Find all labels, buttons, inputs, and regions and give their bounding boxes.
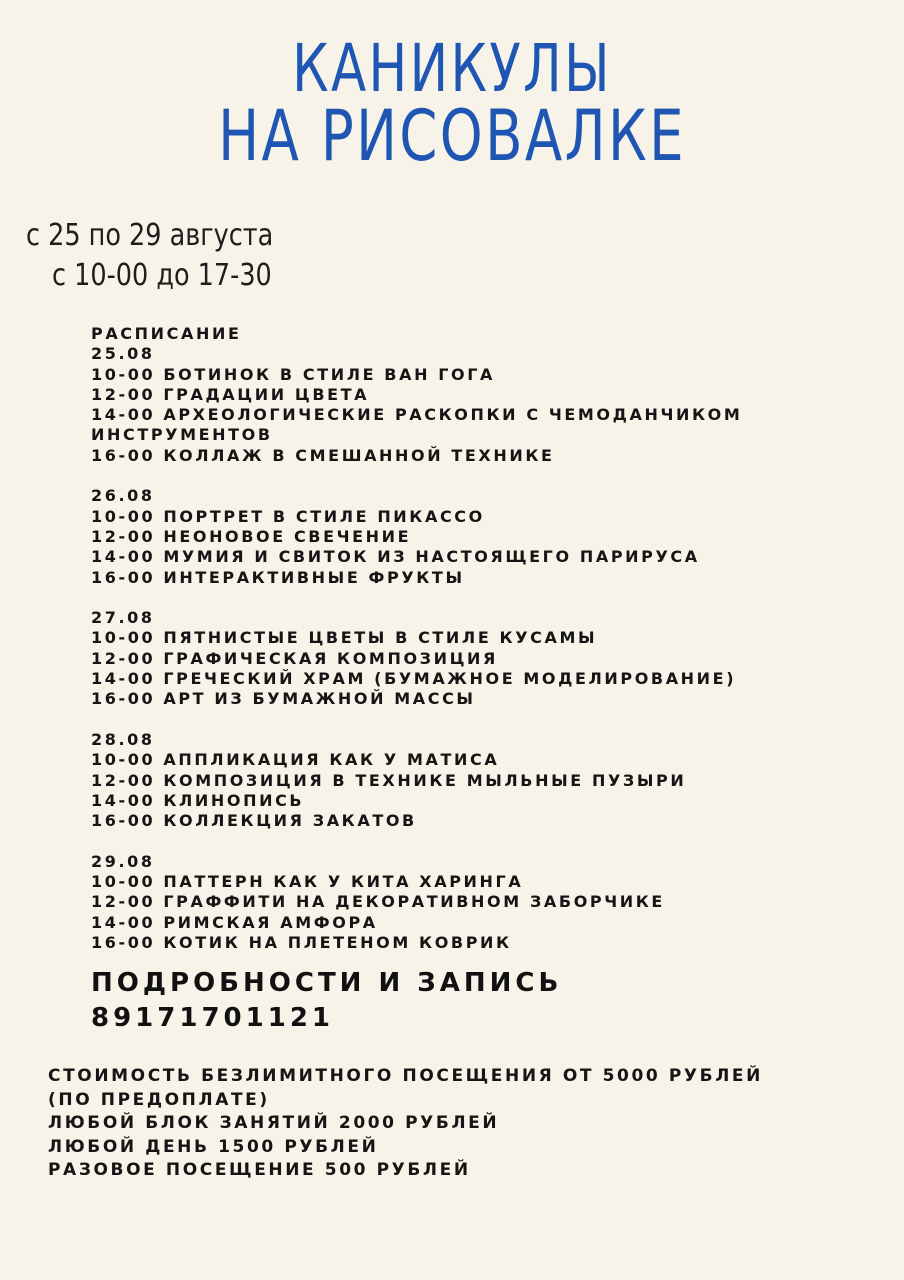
schedule-item: 10-00 ПОРТРЕТ В СТИЛЕ ПИКАССО: [91, 506, 485, 526]
schedule-item: 16-00 АРТ ИЗ БУМАЖНОЙ МАССЫ: [91, 689, 476, 709]
dates-range: с 25 по 29 августа: [26, 218, 274, 253]
day-date: 25.08: [91, 344, 155, 364]
price-line: РАЗОВОЕ ПОСЕЩЕНИЕ 500 РУБЛЕЙ: [48, 1160, 471, 1180]
price-line: (ПО ПРЕДОПЛАТЕ): [48, 1089, 270, 1110]
schedule-item: 12-00 ГРАФИЧЕСКАЯ КОМПОЗИЦИЯ: [91, 648, 498, 668]
schedule-item: 14-00 АРХЕОЛОГИЧЕСКИЕ РАСКОПКИ С ЧЕМОДАНЧИКОМ ИНСТРУМЕНТОВ: [91, 405, 743, 445]
schedule-item: 12-00 ГРАДАЦИИ ЦВЕТА: [91, 384, 370, 404]
day-date: 28.08: [91, 729, 155, 749]
page-title-line-2: НА РИСОВАЛКЕ: [218, 95, 686, 177]
schedule-day: [91, 852, 891, 953]
contact-block: [91, 966, 562, 1036]
schedule-item: 16-00 ИНТЕРАКТИВНЫЕ ФРУКТЫ: [91, 567, 465, 587]
schedule-item: 12-00 КОМПОЗИЦИЯ В ТЕХНИКЕ МЫЛЬНЫЕ ПУЗЫРИ: [91, 770, 687, 790]
contact-phone[interactable]: 89171701121: [91, 1003, 334, 1033]
prices-block: [48, 1065, 868, 1183]
schedule-item: 10-00 АППЛИКАЦИЯ КАК У МАТИСА: [91, 750, 500, 770]
price-line: ЛЮБОЙ БЛОК ЗАНЯТИЙ 2000 РУБЛЕЙ: [48, 1113, 500, 1133]
schedule-day: [91, 344, 891, 466]
schedule-item: 12-00 НЕОНОВОЕ СВЕЧЕНИЕ: [91, 526, 412, 546]
schedule-item: 10-00 ПАТТЕРН КАК У КИТА ХАРИНГА: [91, 872, 524, 892]
schedule-item: 16-00 КОЛЛАЖ В СМЕШАННОЙ ТЕХНИКЕ: [91, 445, 555, 465]
schedule-day: [91, 608, 891, 709]
schedule-item: 10-00 ПЯТНИСТЫЕ ЦВЕТЫ В СТИЛЕ КУСАМЫ: [91, 628, 598, 648]
schedule-item: 14-00 МУМИЯ И СВИТОК ИЗ НАСТОЯЩЕГО ПАРИРУСА: [91, 547, 700, 567]
price-line: СТОИМОСТЬ БЕЗЛИМИТНОГО ПОСЕЩЕНИЯ ОТ 5000 РУБЛЕЙ: [48, 1066, 763, 1086]
schedule-day: [91, 486, 891, 587]
day-date: 29.08: [91, 851, 155, 871]
page-title-line-1: КАНИКУЛЫ: [292, 30, 612, 107]
hours-range: с 10-00 до 17-30: [52, 258, 272, 293]
contact-label: ПОДРОБНОСТИ И ЗАПИСЬ: [91, 968, 563, 998]
schedule-day: [91, 730, 891, 831]
schedule-item: 16-00 КОТИК НА ПЛЕТЕНОМ КОВРИК: [91, 932, 512, 952]
schedule-item: 16-00 КОЛЛЕКЦИЯ ЗАКАТОВ: [91, 811, 417, 831]
day-date: 27.08: [91, 608, 155, 628]
schedule-item: 12-00 ГРАФФИТИ НА ДЕКОРАТИВНОМ ЗАБОРЧИКЕ: [91, 892, 665, 912]
schedule-item: 14-00 КЛИНОПИСЬ: [91, 790, 305, 810]
schedule-item: 14-00 ГРЕЧЕСКИЙ ХРАМ (БУМАЖНОЕ МОДЕЛИРОВАНИЕ): [91, 669, 737, 689]
schedule-item: 14-00 РИМСКАЯ АМФОРА: [91, 912, 378, 932]
schedule-item: 10-00 БОТИНОК В СТИЛЕ ВАН ГОГА: [91, 364, 495, 384]
day-date: 26.08: [91, 486, 155, 506]
schedule-heading: РАСПИСАНИЕ: [91, 324, 242, 343]
schedule: [91, 324, 891, 953]
price-line: ЛЮБОЙ ДЕНЬ 1500 РУБЛЕЙ: [48, 1136, 379, 1157]
